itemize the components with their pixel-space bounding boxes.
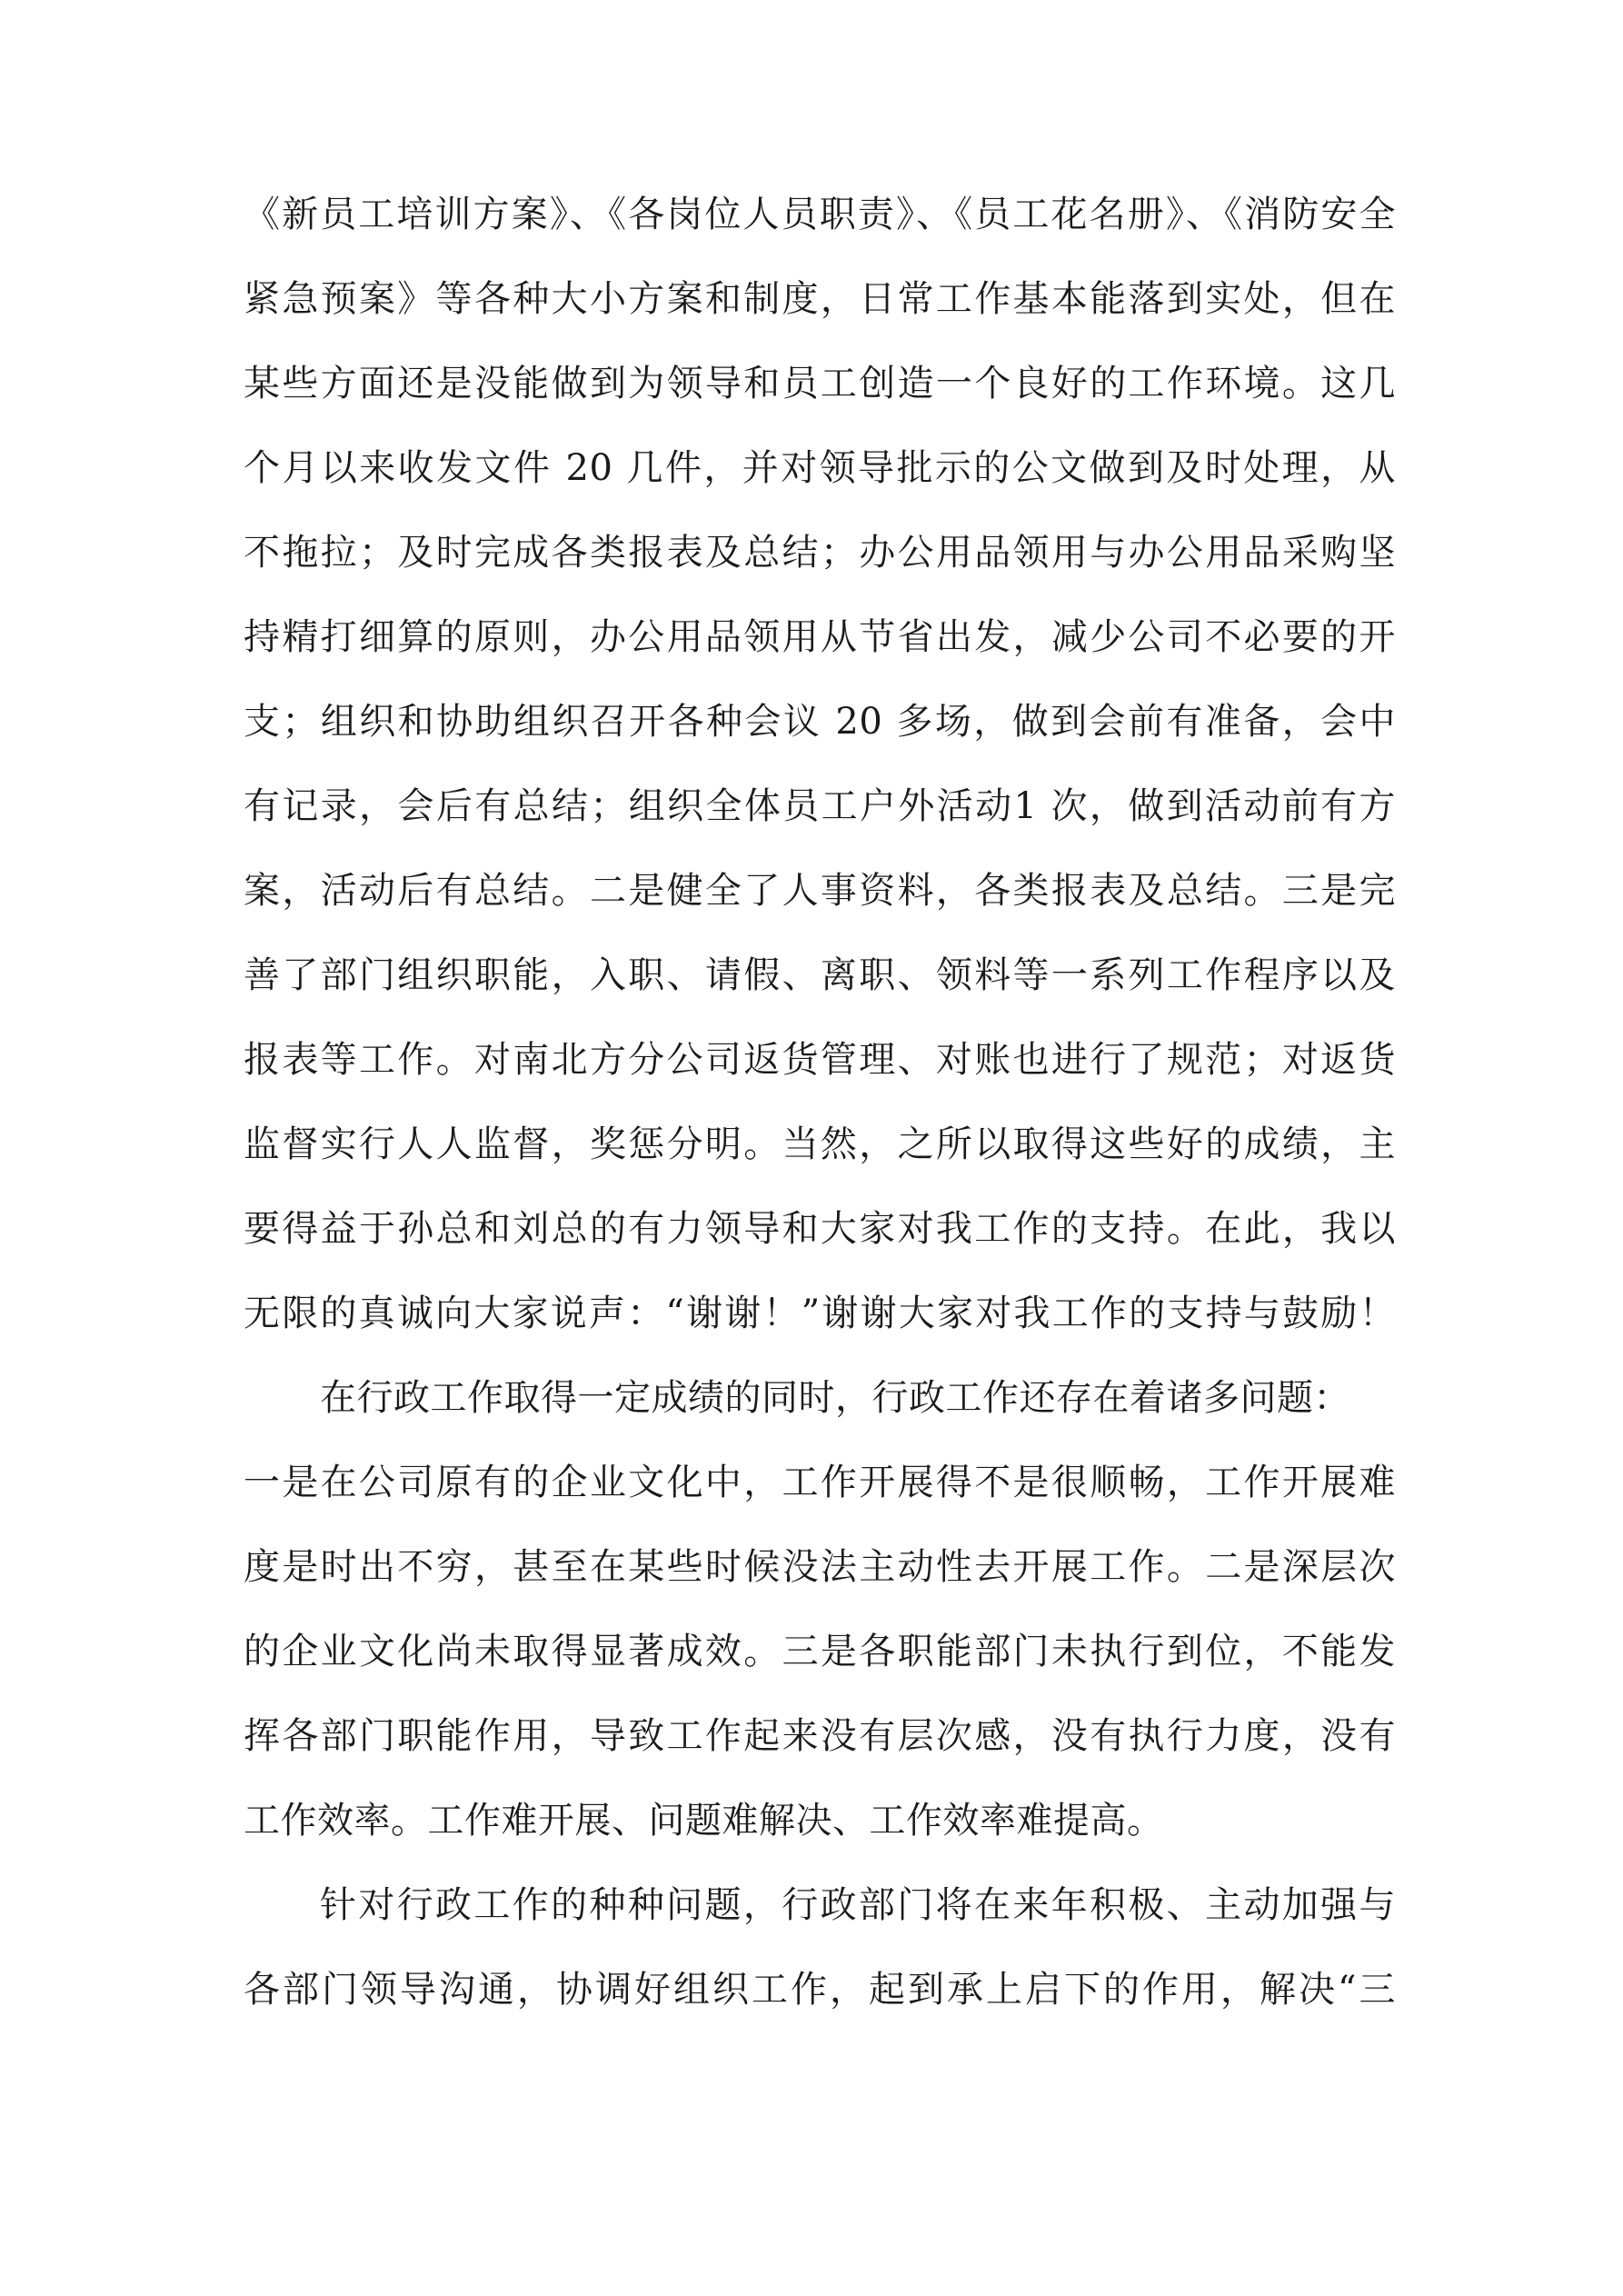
- text-line: 监督实行人人监督，奖惩分明。当然，之所以取得这些好的成绩，主: [244, 1123, 1396, 1165]
- paragraph-start-line: 针对行政工作的种种问题，行政部门将在来年积极、主动加强与: [320, 1884, 1396, 1926]
- text-line: 挥各部门职能作用，导致工作起来没有层次感，没有执行力度，没有: [244, 1715, 1396, 1757]
- text-line: 支；组织和协助组织召开各种会议 20 多场，做到会前有准备，会中: [244, 701, 1396, 743]
- paragraph-end-line: 工作效率。工作难开展、问题难解决、工作效率难提高。: [244, 1800, 1164, 1842]
- text-line: 持精打细算的原则，办公用品领用从节省出发，减少公司不必要的开: [244, 616, 1396, 658]
- text-line: 一是在公司原有的企业文化中，工作开展得不是很顺畅，工作开展难: [244, 1462, 1396, 1503]
- text-line: 要得益于孙总和刘总的有力领导和大家对我工作的支持。在此，我以: [244, 1208, 1396, 1250]
- text-line: 某些方面还是没能做到为领导和员工创造一个良好的工作环境。这几: [244, 363, 1396, 404]
- paragraph-start-line: 在行政工作取得一定成绩的同时，行政工作还存在着诸多问题：: [320, 1377, 1350, 1419]
- text-line: 不拖拉；及时完成各类报表及总结；办公用品领用与办公用品采购坚: [244, 532, 1396, 574]
- text-line: 个月以来收发文件 20 几件，并对领导批示的公文做到及时处理，从: [244, 447, 1396, 489]
- text-line: 报表等工作。对南北方分公司返货管理、对账也进行了规范；对返货: [244, 1039, 1396, 1081]
- text-line: 各部门领导沟通，协调好组织工作，起到承上启下的作用，解决“三: [244, 1969, 1396, 2011]
- document-body: [244, 173, 1396, 2032]
- text-line: 无限的真诚向大家说声：“谢谢！”谢谢大家对我工作的支持与鼓励！: [244, 1293, 1396, 1334]
- text-line: 有记录，会后有总结；组织全体员工户外活动1 次，做到活动前有方: [244, 785, 1396, 827]
- text-line: 案，活动后有总结。二是健全了人事资料，各类报表及总结。三是完: [244, 870, 1396, 912]
- text-line: 度是时出不穷，甚至在某些时候没法主动性去开展工作。二是深层次: [244, 1546, 1396, 1588]
- text-line: 《新员工培训方案》、《各岗位人员职责》、《员工花名册》、《消防安全: [244, 194, 1396, 235]
- text-line: 善了部门组织职能，入职、请假、离职、领料等一系列工作程序以及: [244, 954, 1396, 996]
- text-line: 紧急预案》等各种大小方案和制度，日常工作基本能落到实处，但在: [244, 278, 1396, 320]
- text-line: 的企业文化尚未取得显著成效。三是各职能部门未执行到位，不能发: [244, 1631, 1396, 1672]
